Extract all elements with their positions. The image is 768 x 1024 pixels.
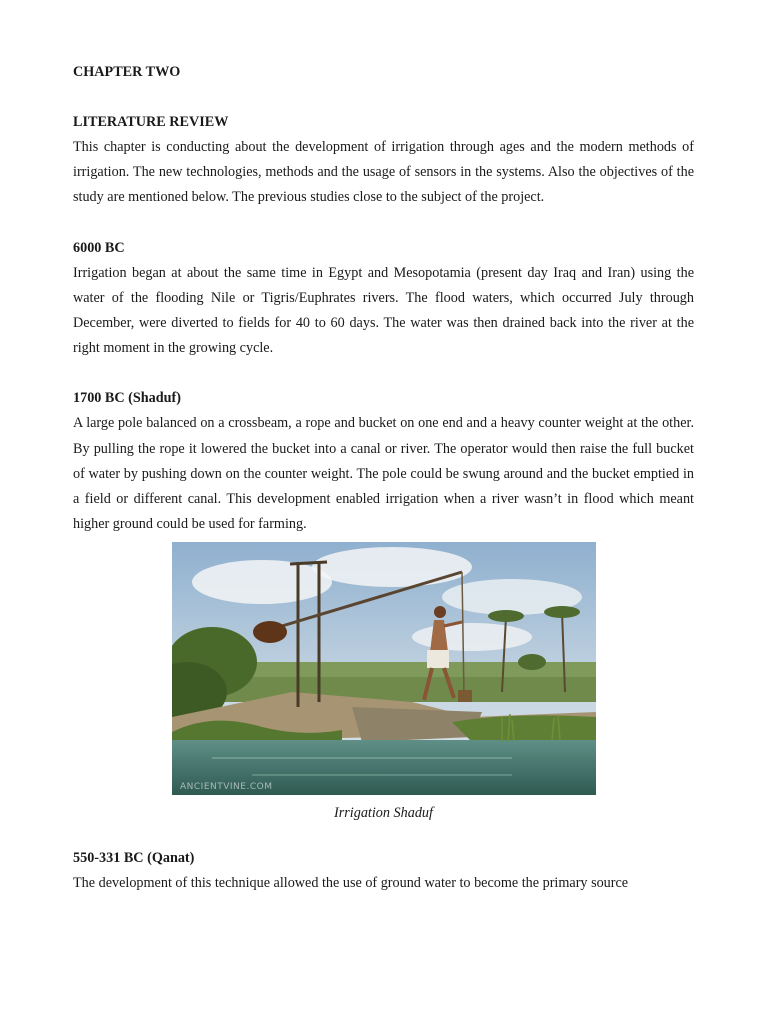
document-page xyxy=(73,60,694,897)
section-title: LITERATURE REVIEW xyxy=(73,114,229,130)
section-body-shaduf: A large pole balanced on a crossbeam, a rope and bucket on one end and a heavy counter weight at the other. By pulling the rope it lowered the bucket into a canal or river. The operator would then raise the full bucket of water by pushing down on the counter weight. The pole could be swung around and the bucket emptied in a field or different canal. This development enabled irrigation when a river wasn’t in flood which meant higher ground could be used for farming. xyxy=(73,415,694,533)
section-body-qanat: The development of this technique allowed the use of ground water to become the primary source xyxy=(73,875,629,892)
section-heading-shaduf: 1700 BC (Shaduf) xyxy=(73,390,182,407)
figure xyxy=(73,542,694,822)
intro-paragraph: This chapter is conducting about the development of irrigation through ages and the modern methods of irrigation. The new technologies, methods and the usage of sensors in the systems. Also the objectives of the study are mentioned below. The previous studies close to the subject of the project. xyxy=(73,139,694,206)
shaduf-illustration xyxy=(172,542,596,795)
figure-caption: Irrigation Shaduf xyxy=(334,805,433,822)
section-body-6000bc: Irrigation began at about the same time in Egypt and Mesopotamia (present day Iraq and Iran) using the water of the flooding Nile or Tigris/Euphrates rivers. The flood waters, which occurred July through December, were diverted to fields for 40 to 60 days. The water was then drained back into the river at the right moment in the growing cycle. xyxy=(73,264,694,357)
chapter-title: CHAPTER TWO xyxy=(73,64,181,80)
watermark-text: ANCIENTVINE.COM xyxy=(179,782,272,793)
section-heading-6000bc: 6000 BC xyxy=(73,239,125,256)
section-heading-qanat: 550-331 BC (Qanat) xyxy=(73,850,195,867)
